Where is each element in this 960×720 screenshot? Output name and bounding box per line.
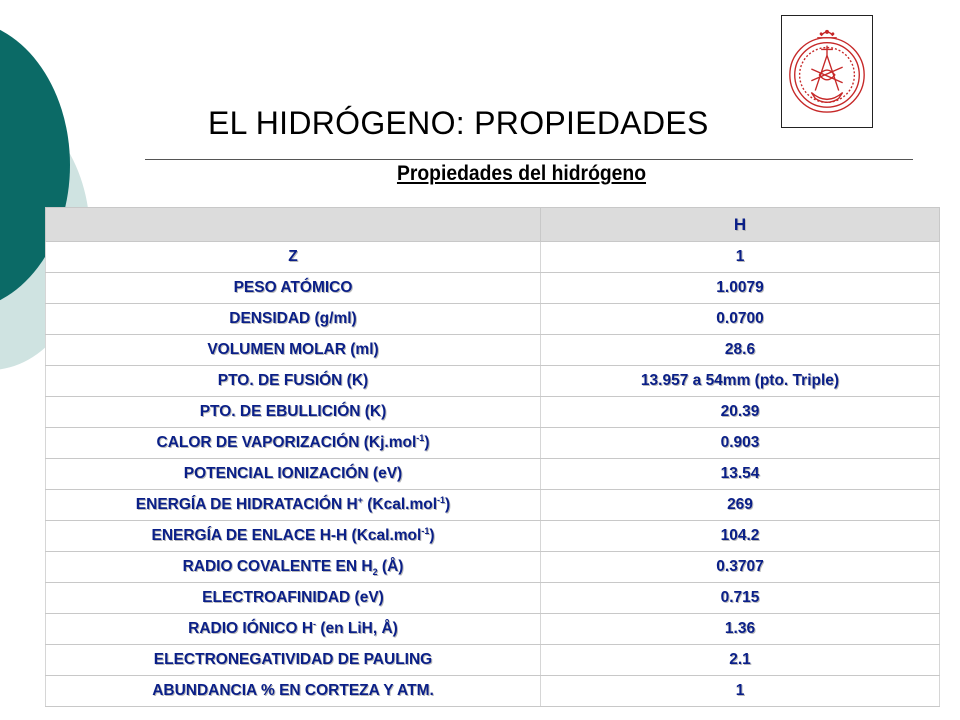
property-label: POTENCIAL IONIZACIÓN (eV): [183, 465, 403, 482]
property-superscript: +: [357, 494, 363, 505]
property-value-cell: 0.0700: [541, 304, 940, 335]
property-name-cell: [46, 583, 541, 614]
property-value-cell: 20.39: [541, 397, 940, 428]
table-row: [46, 335, 940, 366]
property-label: ABUNDANCIA % EN CORTEZA Y ATM.: [152, 682, 434, 699]
property-value-cell: 2.1: [541, 645, 940, 676]
university-seal-icon: [781, 15, 873, 128]
property-value-cell: 1: [541, 676, 940, 707]
property-value-cell: 269: [541, 490, 940, 521]
property-label: RADIO COVALENTE EN H: [182, 558, 373, 575]
table-row: [46, 490, 940, 521]
property-label-suffix: (Å): [377, 558, 404, 575]
property-name-cell: [46, 459, 541, 490]
table-row: [46, 304, 940, 335]
table-row: [46, 397, 940, 428]
table-row: [46, 521, 940, 552]
property-label: VOLUMEN MOLAR (ml): [207, 341, 379, 358]
property-name-cell: [46, 366, 541, 397]
property-label: PTO. DE EBULLICIÓN (K): [199, 403, 387, 420]
property-value-cell: 28.6: [541, 335, 940, 366]
property-value-cell: 1.0079: [541, 273, 940, 304]
property-name-cell: [46, 304, 541, 335]
property-label: RADIO IÓNICO H: [188, 620, 314, 637]
property-superscript: -1: [416, 432, 425, 443]
property-label: DENSIDAD (g/ml): [229, 310, 357, 327]
property-superscript: -1: [421, 525, 430, 536]
property-label: CALOR DE VAPORIZACIÓN (Kj.mol: [156, 434, 417, 451]
property-subscript: 2: [372, 567, 378, 578]
property-name-cell: [46, 428, 541, 459]
table-row: [46, 242, 940, 273]
property-value-cell: 13.54: [541, 459, 940, 490]
property-value-cell: 13.957 a 54mm (pto. Triple): [541, 366, 940, 397]
table-header-row: [46, 208, 940, 242]
property-value-cell: 0.903: [541, 428, 940, 459]
property-label: ENERGÍA DE HIDRATACIÓN H: [135, 496, 358, 513]
property-label-suffix: (en LiH, Å): [316, 620, 398, 637]
table-row: [46, 676, 940, 707]
table-row: [46, 428, 940, 459]
property-label-suffix: (Kcal.mol: [362, 496, 438, 513]
property-name-cell: [46, 242, 541, 273]
property-superscript: -: [313, 618, 317, 629]
property-label: PESO ATÓMICO: [233, 279, 353, 296]
properties-table: [45, 207, 940, 707]
slide-title: EL HIDRÓGENO: PROPIEDADES: [208, 105, 709, 141]
property-name-cell: [46, 676, 541, 707]
table-row: [46, 552, 940, 583]
property-name-cell: [46, 521, 541, 552]
header-blank-cell: [46, 208, 541, 242]
property-value-cell: 0.715: [541, 583, 940, 614]
property-label-suffix-2: ): [445, 496, 451, 513]
table-row: [46, 645, 940, 676]
table-row: [46, 459, 940, 490]
property-value-cell: 0.3707: [541, 552, 940, 583]
property-label: PTO. DE FUSIÓN (K): [217, 372, 369, 389]
property-label-suffix: ): [424, 434, 430, 451]
property-name-cell: [46, 397, 541, 428]
property-name-cell: [46, 645, 541, 676]
property-name-cell: [46, 490, 541, 521]
property-label: ELECTROAFINIDAD (eV): [202, 589, 384, 606]
property-label-suffix: ): [429, 527, 435, 544]
property-value-cell: 104.2: [541, 521, 940, 552]
header-element-cell: [541, 208, 940, 242]
property-name-cell: [46, 335, 541, 366]
property-name-cell: [46, 273, 541, 304]
header-element-label: H: [733, 214, 747, 234]
property-name-cell: [46, 552, 541, 583]
property-label: Z: [288, 248, 298, 265]
title-divider: [145, 159, 913, 160]
table-row: [46, 583, 940, 614]
property-value-cell: 1.36: [541, 614, 940, 645]
table-row: [46, 614, 940, 645]
property-label: ELECTRONEGATIVIDAD DE PAULING: [153, 651, 433, 668]
property-superscript-2: -1: [437, 494, 446, 505]
property-name-cell: [46, 614, 541, 645]
property-value-cell: 1: [541, 242, 940, 273]
table-row: [46, 273, 940, 304]
property-label: ENERGÍA DE ENLACE H-H (Kcal.mol: [151, 527, 422, 544]
table-caption: Propiedades del hidrógeno: [396, 162, 647, 185]
table-row: [46, 366, 940, 397]
